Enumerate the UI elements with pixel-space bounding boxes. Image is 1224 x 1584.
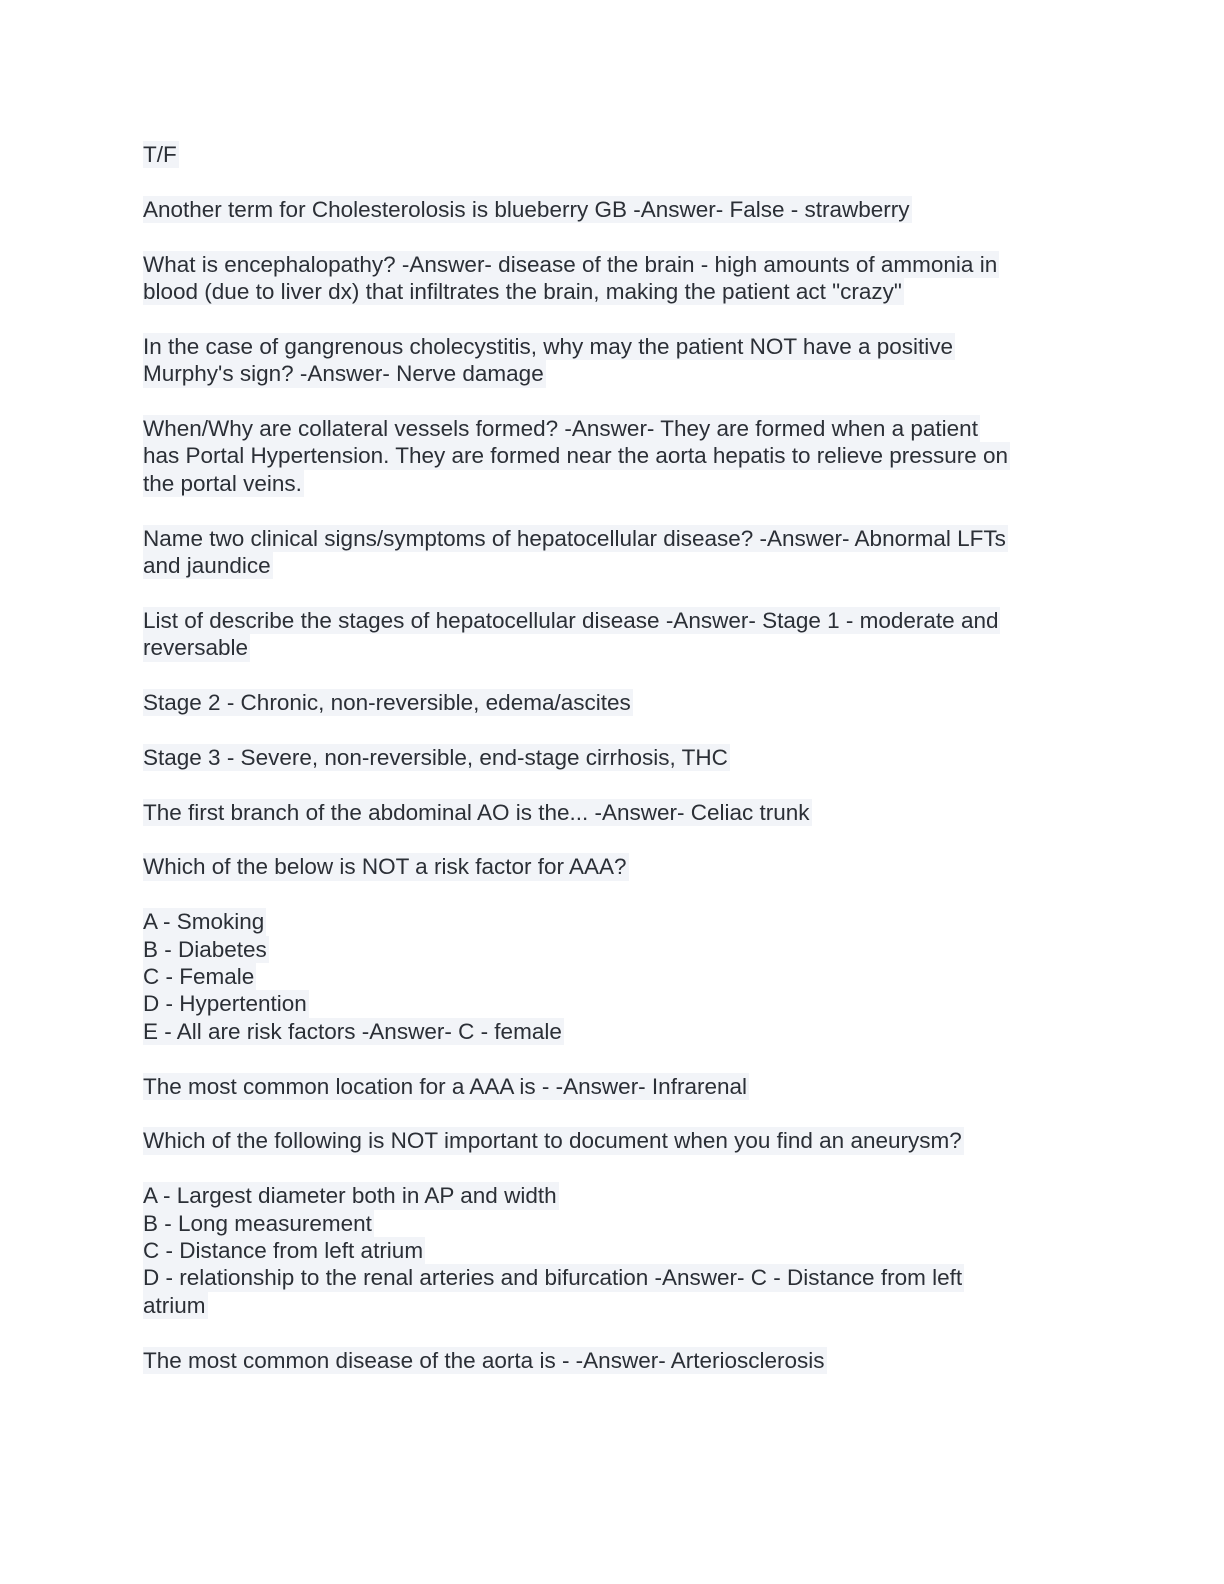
qa-paragraph [143, 415, 1073, 497]
text-line: A - Smoking [143, 909, 265, 935]
text-line: The most common location for a AAA is - -Answer- Infrarenal [143, 1073, 747, 1099]
document-body [143, 141, 1073, 1401]
text-line: C - Female [143, 964, 255, 990]
qa-paragraph [143, 196, 1073, 223]
header-text: T/F [143, 142, 177, 167]
text-line: B - Long measurement [143, 1210, 372, 1236]
text-line: What is encephalopathy? -Answer- disease of the brain - high amounts of ammonia in [143, 251, 998, 277]
qa-list [143, 196, 1073, 1374]
text-line: When/Why are collateral vessels formed? -Answer- They are formed when a patient [143, 416, 978, 441]
text-line: The first branch of the abdominal AO is the... -Answer- Celiac trunk [143, 799, 810, 825]
qa-paragraph [143, 1127, 1073, 1154]
text-line: C - Distance from left atrium [143, 1238, 424, 1264]
text-line: In the case of gangrenous cholecystitis, why may the patient NOT have a positive [143, 333, 954, 359]
text-line: Stage 2 - Chronic, non-reversible, edema/ascites [143, 690, 631, 716]
qa-paragraph [143, 744, 1073, 771]
text-line: Which of the below is NOT a risk factor for AAA? [143, 854, 627, 880]
qa-paragraph [143, 1347, 1073, 1374]
text-line: D - Hypertention [143, 991, 307, 1017]
qa-paragraph [143, 1073, 1073, 1100]
text-line: D - relationship to the renal arteries and bifurcation -Answer- C - Distance from left [143, 1265, 963, 1291]
qa-paragraph [143, 333, 1073, 388]
text-line: atrium [143, 1292, 206, 1318]
section-header [143, 141, 1073, 168]
text-line: List of describe the stages of hepatocellular disease -Answer- Stage 1 - moderate and [143, 607, 999, 633]
text-line: blood (due to liver dx) that infiltrates the brain, making the patient act "crazy" [143, 279, 902, 304]
qa-paragraph [143, 853, 1073, 880]
qa-paragraph [143, 908, 1073, 1045]
text-line: Which of the following is NOT important to document when you find an aneurysm? [143, 1128, 962, 1154]
text-line: Another term for Cholesterolosis is blueberry GB -Answer- False - strawberry [143, 196, 910, 222]
text-line: has Portal Hypertension. They are formed near the aorta hepatis to relieve pressure on [143, 443, 1009, 469]
text-line: B - Diabetes [143, 936, 267, 962]
text-line: Stage 3 - Severe, non-reversible, end-stage cirrhosis, THC [143, 744, 728, 770]
text-line: the portal veins. [143, 470, 302, 496]
text-line: reversable [143, 635, 249, 661]
text-line: Name two clinical signs/symptoms of hepatocellular disease? -Answer- Abnormal LFTs [143, 525, 1006, 551]
qa-paragraph [143, 251, 1073, 306]
qa-paragraph [143, 689, 1073, 716]
text-line: A - Largest diameter both in AP and width [143, 1183, 557, 1209]
text-line: E - All are risk factors -Answer- C - female [143, 1018, 562, 1044]
text-line: and jaundice [143, 553, 271, 579]
qa-paragraph [143, 1182, 1073, 1319]
text-line: The most common disease of the aorta is - -Answer- Arteriosclerosis [143, 1347, 825, 1373]
qa-paragraph [143, 799, 1073, 826]
text-line: Murphy's sign? -Answer- Nerve damage [143, 361, 544, 387]
qa-paragraph [143, 607, 1073, 662]
qa-paragraph [143, 525, 1073, 580]
